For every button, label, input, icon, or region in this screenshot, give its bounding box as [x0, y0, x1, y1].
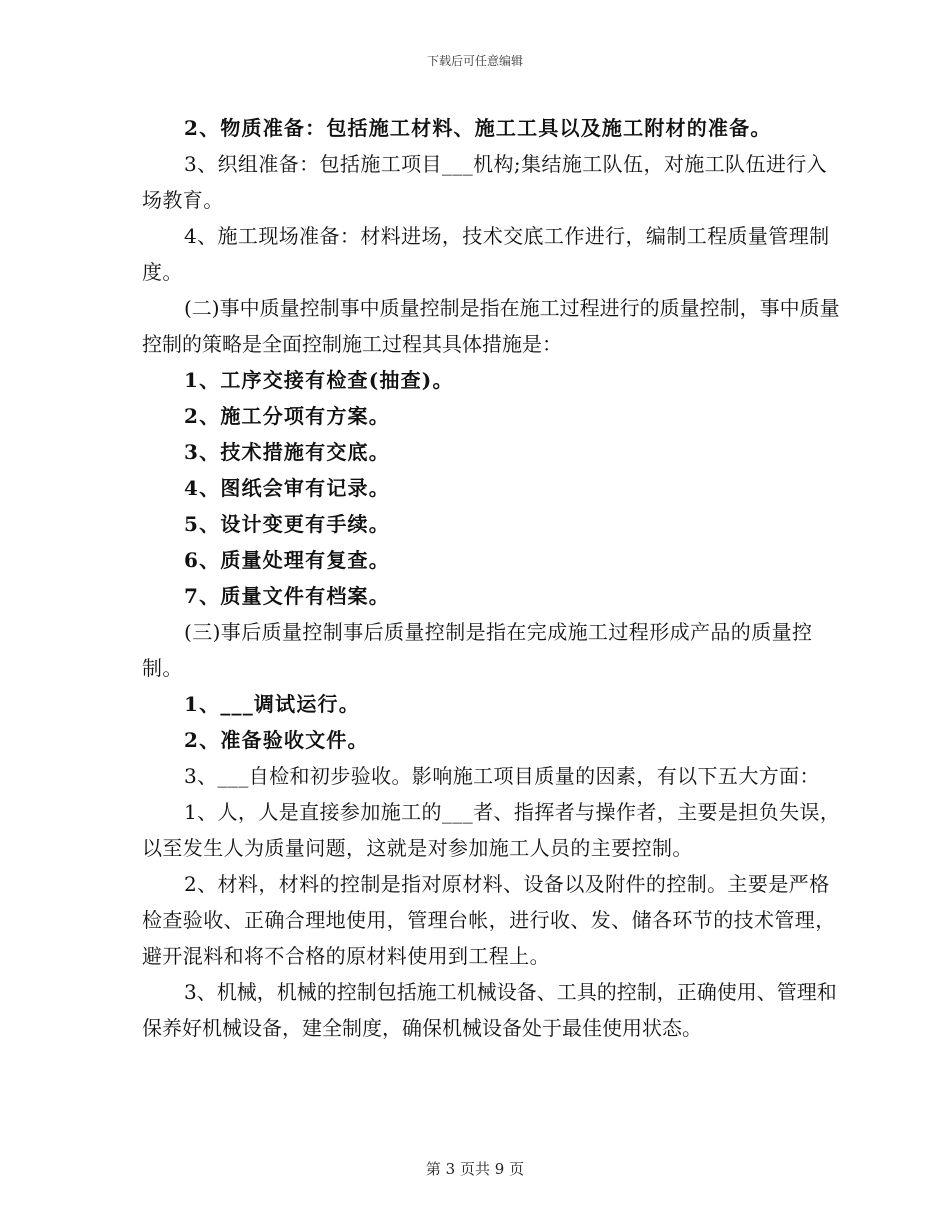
list-item-process-handover: 1、工序交接有检查(抽查)。 [184, 368, 454, 392]
list-item-construction-plan: 2、施工分项有方案。 [184, 404, 390, 428]
paragraph-self-inspection: 3、___自检和初步验收。影响施工项目质量的因素，有以下五大方面： [184, 764, 820, 788]
list-item-trial-run: 1、___调试运行。 [184, 692, 360, 716]
paragraph-factor-people: 1、人，人是直接参加施工的___者、指挥者与操作者，主要是担负失误，以至发生人为质量问题，这就是对参加施工人员的主要控制。 [142, 800, 841, 860]
list-item-design-change: 5、设计变更有手续。 [184, 512, 390, 536]
paragraph-site-prep: 4、施工现场准备：材料进场，技术交底工作进行，编制工程质量管理制度。 [142, 224, 830, 284]
page-number: 第 3 页共 9 页 [425, 1160, 525, 1178]
paragraph-organization-prep: 3、织组准备：包括施工项目___机构;集结施工队伍，对施工队伍进行入场教育。 [142, 152, 828, 212]
document-body [142, 110, 842, 1046]
paragraph-in-process-control: (二)事中质量控制事中质量控制是指在施工过程进行的质量控制，事中质量控制的策略是全面控制施工过程其具体措施是： [142, 296, 840, 356]
page-header: 下载后可任意编辑 [426, 54, 523, 68]
paragraph-factor-materials: 2、材料，材料的控制是指对原材料、设备以及附件的控制。主要是严格检查验收、正确合理地使用，管理台帐，进行收、发、储各环节的技术管理，避开混料和将不合格的原材料使用到工程上。 [142, 872, 836, 968]
list-item-quality-archive: 7、质量文件有档案。 [184, 584, 390, 608]
list-item-technical-briefing: 3、技术措施有交底。 [184, 440, 390, 464]
list-item-acceptance-docs: 2、准备验收文件。 [184, 728, 369, 752]
paragraph-factor-machinery: 3、机械，机械的控制包括施工机械设备、工具的控制，正确使用、管理和保养好机械设备，建全制度，确保机械设备处于最佳使用状态。 [142, 980, 837, 1040]
list-item-quality-recheck: 6、质量处理有复查。 [184, 548, 390, 572]
list-item-drawing-review: 4、图纸会审有记录。 [184, 476, 390, 500]
paragraph-post-process-control: (三)事后质量控制事后质量控制是指在完成施工过程形成产品的质量控制。 [142, 620, 813, 680]
paragraph-material-prep: 2、物质准备：包括施工材料、施工工具以及施工附材的准备。 [184, 116, 772, 140]
